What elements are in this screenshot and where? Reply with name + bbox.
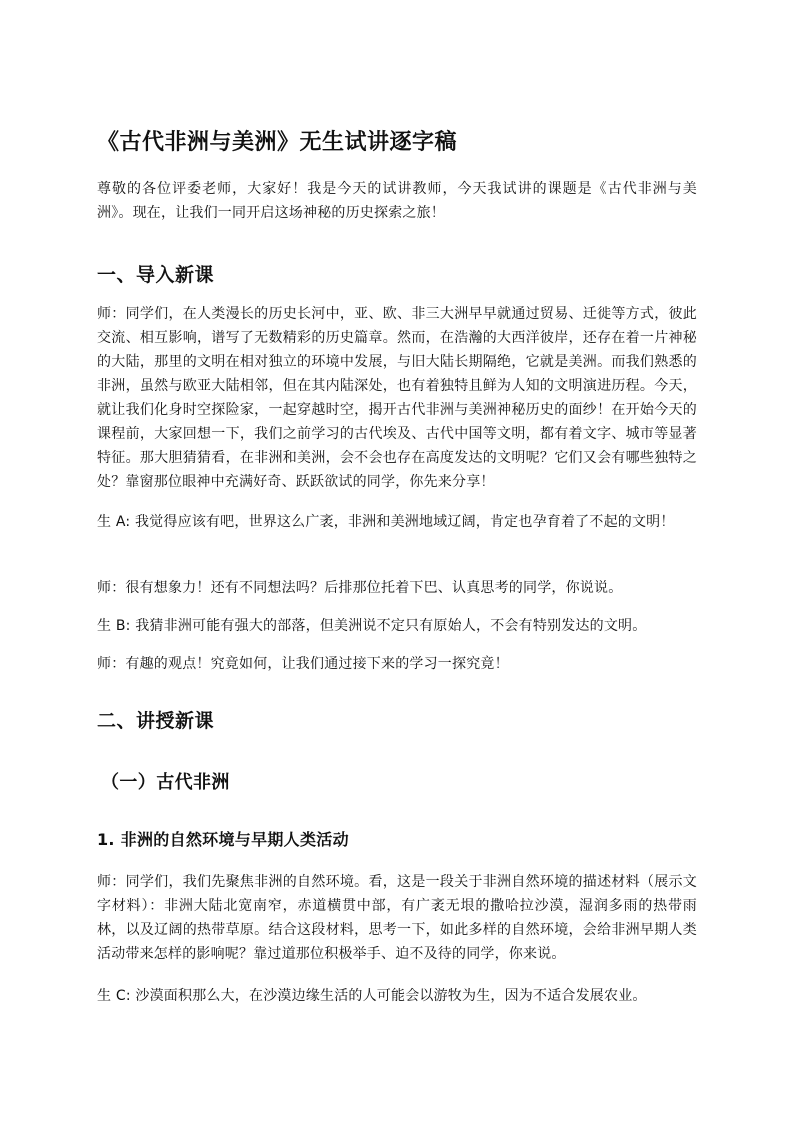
teacher-paragraph-3: 师：有趣的观点！究竟如何，让我们通过接下来的学习一探究竟！ bbox=[97, 656, 509, 672]
section-heading-introduction: 一、导入新课 bbox=[97, 264, 215, 286]
document-title: 《古代非洲与美洲》无生试讲逐字稿 bbox=[97, 130, 458, 155]
intro-paragraph: 尊敬的各位评委老师，大家好！我是今天的试讲教师，今天我试讲的课题是《古代非洲与美洲》。现在，让我们一同开启这场神秘的历史探索之旅！ bbox=[97, 181, 697, 221]
teacher-paragraph-1: 师：同学们，在人类漫长的历史长河中，亚、欧、非三大洲早早就通过贸易、迁徙等方式，彼此交流、相互影响，谱写了无数精彩的历史篇章。然而，在浩瀚的大西洋彼岸，还存在着一片神秘的大陆，那里的文明在相对独立的环境中发展，与旧大陆长期隔绝，它就是美洲。而我们熟悉的非洲，虽然与欧亚大陆相邻，但在其内陆深处，也有着独特且鲜为人知的文明演进历程。今天，就让我们化身时空探险家，一起穿越时空，揭开古代非洲与美洲神秘历史的面纱！在开始今天的课程前，大家回想一下，我们之前学习的古代埃及、古代中国等文明，都有着文字、城市等显著特征。那大胆猜猜看，在非洲和美洲，会不会也存在高度发达的文明呢？它们又会有哪些独特之处？靠窗那位眼神中充满好奇、跃跃欲试的同学，你先来分享！ bbox=[97, 306, 697, 490]
student-c-paragraph bbox=[97, 984, 697, 1008]
student-b-text: 我猜非洲可能有强大的部落，但美洲说不定只有原始人，不会有特别发达的文明。 bbox=[135, 618, 647, 634]
teacher-paragraph-2: 师：很有想象力！还有不同想法吗？后排那位托着下巴、认真思考的同学，你说说。 bbox=[97, 580, 623, 596]
student-b-label: 生 B: bbox=[97, 618, 131, 634]
student-a-paragraph bbox=[97, 510, 697, 534]
student-b-paragraph bbox=[97, 614, 697, 638]
student-c-label: 生 C: bbox=[97, 988, 131, 1004]
subsection-heading-ancient-africa: （一）古代非洲 bbox=[101, 772, 230, 793]
student-a-label: 生 A: bbox=[97, 514, 131, 530]
section-heading-new-lesson: 二、讲授新课 bbox=[97, 710, 215, 732]
student-a-text: 我觉得应该有吧，世界这么广袤，非洲和美洲地域辽阔，肯定也孕育着了不起的文明！ bbox=[134, 514, 675, 530]
topic-heading-africa-environment: 1. 非洲的自然环境与早期人类活动 bbox=[97, 830, 349, 849]
student-c-text: 沙漠面积那么大，在沙漠边缘生活的人可能会以游牧为生，因为不适合发展农业。 bbox=[135, 988, 647, 1004]
teacher-paragraph-4: 师：同学们，我们先聚焦非洲的自然环境。看，这是一段关于非洲自然环境的描述材料（展示文字材料）：非洲大陆北宽南窄，赤道横贯中部，有广袤无垠的撒哈拉沙漠，湿润多雨的热带雨林，以及辽阔的热带草原。结合这段材料，思考一下，如此多样的自然环境，会给非洲早期人类活动带来怎样的影响呢？靠过道那位积极举手、迫不及待的同学，你来说。 bbox=[97, 874, 697, 962]
